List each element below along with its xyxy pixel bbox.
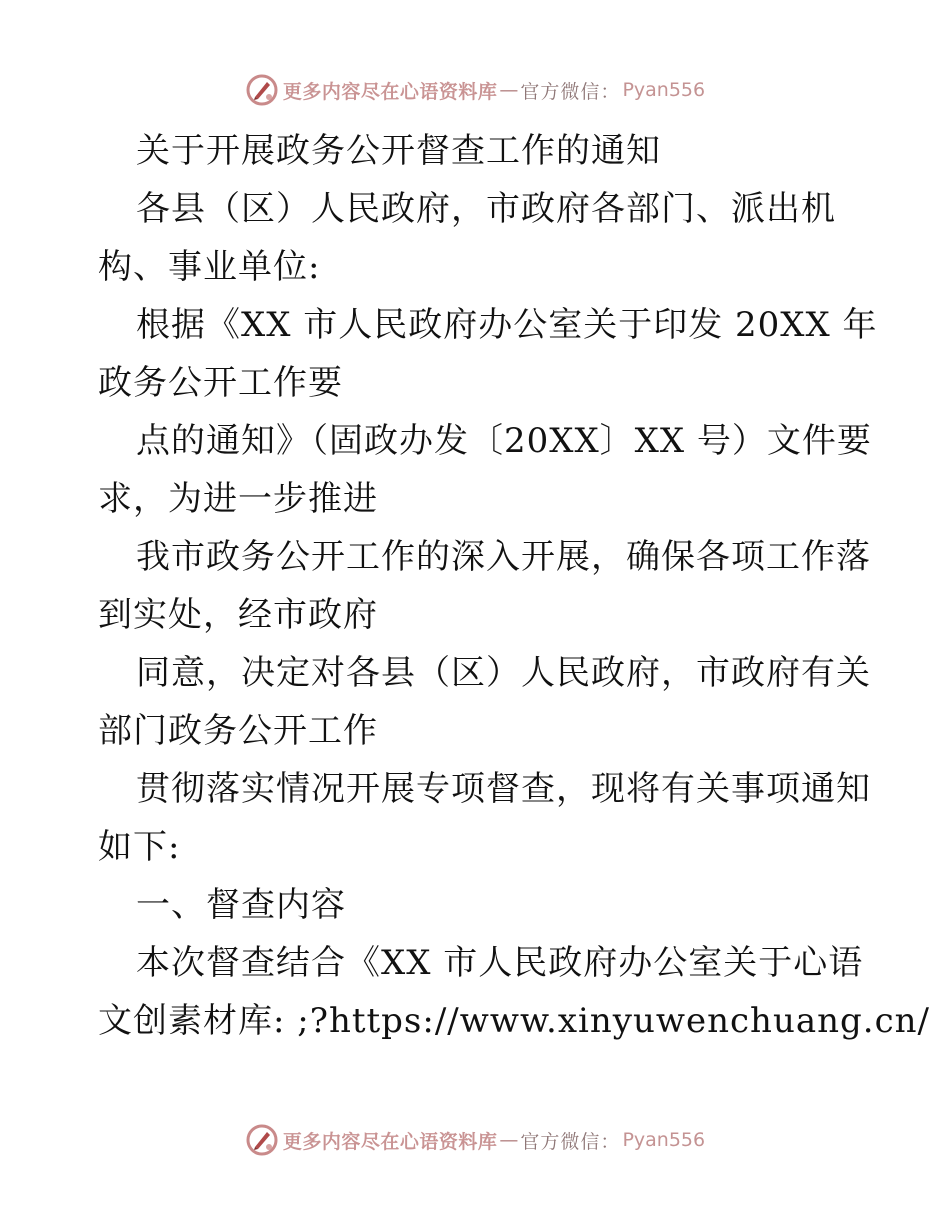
document-line: 求，为进一步推进: [98, 479, 378, 519]
document-line: 我市政务公开工作的深入开展，确保各项工作落: [136, 537, 871, 577]
watermark-dash: —: [499, 79, 519, 101]
document-line: 政务公开工作要: [98, 363, 343, 403]
watermark-dash: —: [499, 1129, 519, 1151]
document-line: 到实处，经市政府: [98, 595, 378, 635]
pen-circle-logo-icon: [245, 73, 279, 107]
watermark-brand: 更多内容尽在心语资料库: [282, 80, 498, 103]
header-watermark: [0, 70, 950, 110]
watermark-wechat-id: Pyan556: [622, 79, 706, 101]
document-line: 贯彻落实情况开展专项督查，现将有关事项通知: [136, 769, 871, 809]
document-line: 如下:: [98, 827, 181, 867]
document-line: 同意，决定对各县（区）人民政府，市政府有关: [136, 653, 871, 693]
document-line: 部门政务公开工作: [98, 711, 378, 751]
document-line: 文创素材库: ;?https://www.xinyuwenchuang.cn/: [98, 1001, 930, 1041]
watermark-official-label: 官方微信：: [520, 80, 621, 103]
document-line: 关于开展政务公开督查工作的通知: [136, 131, 661, 171]
document-line: 各县（区）人民政府，市政府各部门、派出机: [136, 189, 836, 229]
watermark-brand: 更多内容尽在心语资料库: [282, 1130, 498, 1153]
document-line: 一、督查内容: [136, 885, 346, 925]
document-line: 构、事业单位:: [98, 247, 321, 287]
watermark-official-label: 官方微信：: [520, 1130, 621, 1153]
watermark-wechat-id: Pyan556: [622, 1129, 706, 1151]
document-body: [98, 122, 930, 1050]
footer-watermark: [0, 1120, 950, 1160]
document-line: 点的通知》（固政办发〔20XX〕XX 号）文件要: [136, 421, 872, 461]
document-line: 根据《XX 市人民政府办公室关于印发 20XX 年: [136, 305, 878, 345]
pen-circle-logo-icon: [245, 1123, 279, 1157]
document-line: 本次督查结合《XX 市人民政府办公室关于心语: [136, 943, 864, 983]
